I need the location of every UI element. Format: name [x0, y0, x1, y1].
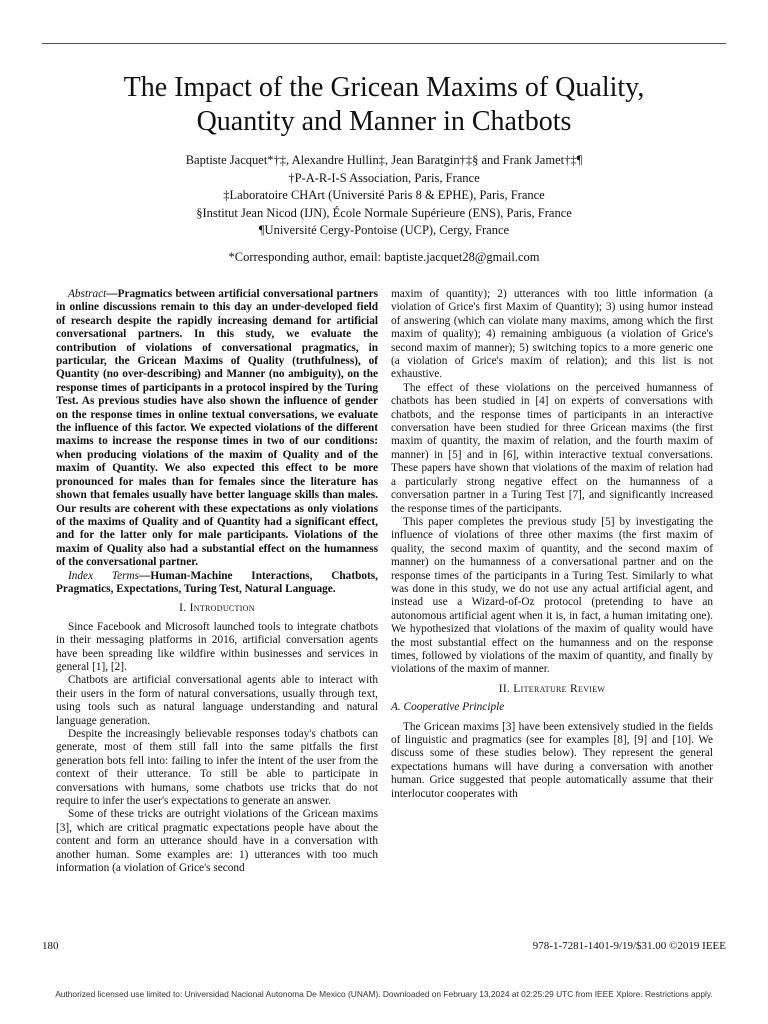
page-number: 180: [42, 940, 59, 952]
isbn-copyright: 978-1-7281-1401-9/19/$31.00 ©2019 IEEE: [532, 940, 726, 952]
abstract-text: —Pragmatics between artificial conversational partners in online discussions remain to this day an under-developed field of research despite the rapidly increasing demand for artificial conversational partners. In this study, we evaluate the contribution of violations of conversational pragmatics, in particular, the Gricean Maxims of Quality (truthfulness), of Quantity (no over-describing) and Manner (no ambiguity), on the response times of participants in a protocol inspired by the Turing Test. As previous studies have also shown the influence of gender on the response times in online textual conversations, we evaluate the influence of this factor. We expected violations of the different maxims to increase the response times in two of our conditions: when producing violations of the maxim of Quality and of the maxim of Quantity. We also expected this effect to be more pronounced for males than for females since the literature has shown that females usually have better language skills than males. Our results are coherent with these expectations as only violations of the maxims of Quality and of Quantity had a significant effect, and for the latter only for male participants. Violations of the maxim of Quality also had a substantial effect on the humanness of the conversational partner.: [56, 288, 378, 569]
paragraph: Since Facebook and Microsoft launched tools to integrate chatbots in their messaging platforms in 2016, artificial conversation agents have been spreading like wildfire within businesses and services in general [1], [2].: [56, 620, 378, 673]
paragraph: The Gricean maxims [3] have been extensively studied in the fields of linguistic and pragmatics (see for examples [8], [9] and [10]. We discuss some of these studies below). They represent the general expectations humans will have during a conversation with another human. Grice suggested that people automatically assume that their interlocutor cooperates with: [391, 720, 713, 800]
paragraph: Despite the increasingly believable responses today's chatbots can generate, most of them still fall into the same pitfalls the first generation bots fell into: failing to infer the intent of the user from the context of their utterance. To still be able to participate in conversations with humans, some chatbots use tricks that do not require to infer the user's expectations to generate an answer.: [56, 728, 378, 808]
left-column: [56, 288, 378, 875]
author-list: Baptiste Jacquet*†‡, Alexandre Hullin‡, Jean Baratgin†‡§ and Frank Jamet†‡¶: [185, 153, 583, 167]
section-heading-introduction: I. Introduction: [179, 602, 255, 615]
affiliation-4: ¶Université Cergy-Pontoise (UCP), Cergy, France: [258, 223, 510, 237]
right-column: [391, 288, 713, 801]
subsection-heading-cooperative-principle: A. Cooperative Principle: [391, 701, 505, 714]
paragraph: This paper completes the previous study [5] by investigating the influence of violations of three other maxims (the first maxim of quality, the second maxim of quantity, and the second maxim of manner) on the humanness of a conversational partner and on the response times of the participants in a Turing Test. Similarly to what was done in this study, we do not use any actual artificial agent, and instead use a Wizard-of-Oz protocol (pretending to have an autonomous artificial agent when it is, in fact, a human imitating one). We hypothesized that violations of the maxim of quality would have the most substantial effect on the humanness and on the response times, followed by violations of the maxim of quantity, and finally by violations of the maxim of manner.: [391, 515, 713, 676]
paragraph: maxim of quantity); 2) utterances with too little information (a violation of Grice's first Maxim of Quantity); 3) using humor instead of answering (which can violate many maxims, among which the first maxim of quality); 4) remaining ambiguous (a violation of Grice's second maxim of manner); 5) switching topics to a more generic one (a violation of Grice's maxim of relation); and this list is not exhaustive.: [391, 288, 713, 381]
index-terms-lead: Index Terms: [68, 569, 140, 582]
index-terms-text: —Human-Machine Interactions, Chatbots, Pragmatics, Expectations, Turing Test, Natural Language.: [56, 569, 378, 595]
abstract-lead: Abstract: [68, 288, 107, 300]
section-heading-literature-review: II. Literature Review: [498, 682, 606, 695]
title-line-2: Quantity and Manner in Chatbots: [196, 106, 572, 137]
affiliation-1: †P-A-R-I-S Association, Paris, France: [288, 170, 480, 185]
paragraph: Some of these tricks are outright violations of the Gricean maxims [3], which are critical pragmatic expectations people have about the content and form an utterance should have in a conversation with another human. Some examples are: 1) utterances with too much information (a violation of Grice's second: [56, 808, 378, 875]
affiliation-2: ‡Laboratoire CHArt (Université Paris 8 & EPHE), Paris, France: [223, 188, 545, 202]
corresponding-author: *Corresponding author, email: baptiste.jacquet28@gmail.com: [228, 249, 540, 264]
paragraph: The effect of these violations on the perceived humanness of chatbots has been studied in [4] on experts of conversations with chatbots, and the response times of participants in an interactive conversation have been studied for three Gricean maxims (the first maxim of quantity, the maxim of relation, and the fourth maxim of manner) in [5] and in [6], within interactive textual conversations. These papers have shown that violations of the maxim of relation had a particularly strong negative effect on the humanness of a conversation partner in a Turing Test [7], and significantly increased the response times of the participants.: [391, 381, 713, 515]
affiliation-3: §Institut Jean Nicod (IJN), École Normale Supérieure (ENS), Paris, France: [196, 205, 572, 220]
abstract: [56, 288, 378, 570]
author-block: [42, 152, 726, 266]
title-line-1: The Impact of the Gricean Maxims of Quality,: [123, 72, 645, 103]
top-rule: [42, 43, 726, 44]
index-terms: [56, 570, 378, 597]
paragraph: Chatbots are artificial conversational agents able to interact with their users in the form of natural conversations, usually through text, using tools such as natural language understanding and natural language generation.: [56, 674, 378, 727]
page-footer: [42, 940, 726, 952]
license-notice: Authorized licensed use limited to: Universidad Nacional Autonoma De Mexico (UNAM). Downloaded on February 13,2024 at 02:25:29 UTC from IEEE Xplore. Restrictions apply.: [55, 989, 713, 999]
paper-title: [42, 71, 726, 139]
